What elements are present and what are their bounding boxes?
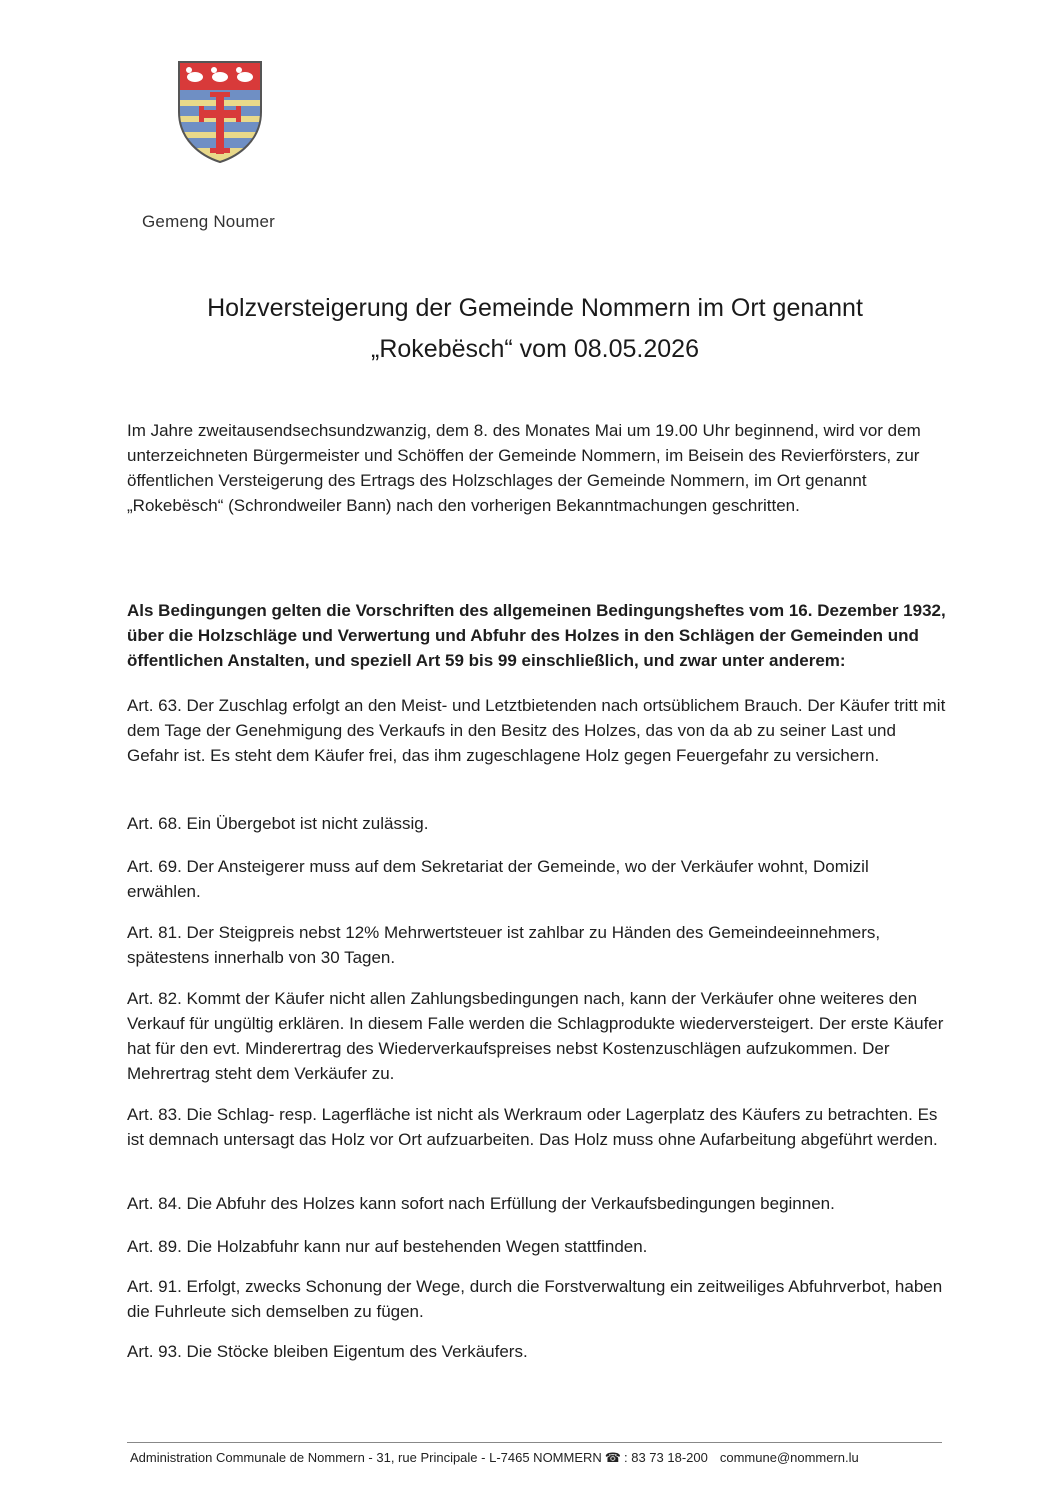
municipal-coat-of-arms-icon <box>177 60 263 164</box>
article-83: Art. 83. Die Schlag- resp. Lagerfläche ist nicht als Werkraum oder Lagerplatz des Käufers zu betrachten. Es ist demnach untersagt das Holz vor Ort aufzuarbeiten. Das Holz muss ohne Aufarbeitung abgeführt werden. <box>127 1105 938 1149</box>
article-63: Art. 63. Der Zuschlag erfolgt an den Meist- und Letztbietenden nach ortsüblichem Brauch. Der Käufer tritt mit dem Tage der Genehmigung des Verkaufs in den Besitz des Holzes, das von da ab zu seiner Last und Gefahr ist. Es steht dem Käufer frei, das ihm zugeschlagene Holz gegen Feuergefahr zu versichern. <box>127 696 946 765</box>
title-line-1: Holzversteigerung der Gemeinde Nommern im Ort genannt <box>207 294 863 322</box>
footer-divider <box>127 1442 942 1443</box>
municipality-name: Gemeng Noumer <box>142 212 275 231</box>
page-title <box>100 288 970 370</box>
footer-phone: : 83 73 18-200 <box>624 1450 708 1465</box>
conditions-intro: Als Bedingungen gelten die Vorschriften des allgemeinen Bedingungsheftes vom 16. Dezember 1932, über die Holzschläge und Verwertung und Abfuhr des Holzes in den Schlägen der Gemeinden und öffentlichen Anstalten, und speziell Art 59 bis 99 einschließlich, und zwar unter anderem: <box>127 601 946 670</box>
article-91: Art. 91. Erfolgt, zwecks Schonung der Wege, durch die Forstverwaltung ein zeitweiliges Abfuhrverbot, haben die Fuhrleute sich demselben zu fügen. <box>127 1277 943 1321</box>
footer-email[interactable]: commune@nommern.lu <box>719 1450 859 1465</box>
article-93: Art. 93. Die Stöcke bleiben Eigentum des Verkäufers. <box>127 1342 528 1361</box>
article-81: Art. 81. Der Steigpreis nebst 12% Mehrwertsteuer ist zahlbar zu Händen des Gemeindeeinnehmers, spätestens innerhalb von 30 Tagen. <box>127 923 881 967</box>
article-82: Art. 82. Kommt der Käufer nicht allen Zahlungsbedingungen nach, kann der Verkäufer ohne weiteres den Verkauf für ungültig erklären. In diesem Falle werden die Schlagprodukte wiederversteigert. Der erste Käufer hat für den evt. Minderertrag des Wiederverkaufspreises nebst Kostenzuschlägen aufzukommen. Der Mehrertrag steht dem Verkäufer zu. <box>127 989 944 1083</box>
article-69: Art. 69. Der Ansteigerer muss auf dem Sekretariat der Gemeinde, wo der Verkäufer wohnt, Domizil erwählen. <box>127 857 869 901</box>
title-line-2: „Rokebësch“ vom 08.05.2026 <box>371 335 699 363</box>
telephone-icon: ☎ <box>604 1450 621 1465</box>
intro-paragraph: Im Jahre zweitausendsechsundzwanzig, dem 8. des Monates Mai um 19.00 Uhr beginnend, wird vor dem unterzeichneten Bürgermeister und Schöffen der Gemeinde Nommern, im Beisein des Revierförsters, zur öffentlichen Versteigerung des Ertrags des Holzschlages der Gemeinde Nommern, im Ort genannt „Rokebësch“ (Schrondweiler Bann) nach den vorherigen Bekanntmachungen geschritten. <box>127 421 921 515</box>
footer-address: Administration Communale de Nommern - 31, rue Principale - L-7465 NOMMERN <box>130 1450 602 1465</box>
article-84: Art. 84. Die Abfuhr des Holzes kann sofort nach Erfüllung der Verkaufsbedingungen beginnen. <box>127 1194 835 1213</box>
footer <box>130 1450 945 1466</box>
article-68: Art. 68. Ein Übergebot ist nicht zulässig. <box>127 814 429 833</box>
article-89: Art. 89. Die Holzabfuhr kann nur auf bestehenden Wegen stattfinden. <box>127 1237 648 1256</box>
